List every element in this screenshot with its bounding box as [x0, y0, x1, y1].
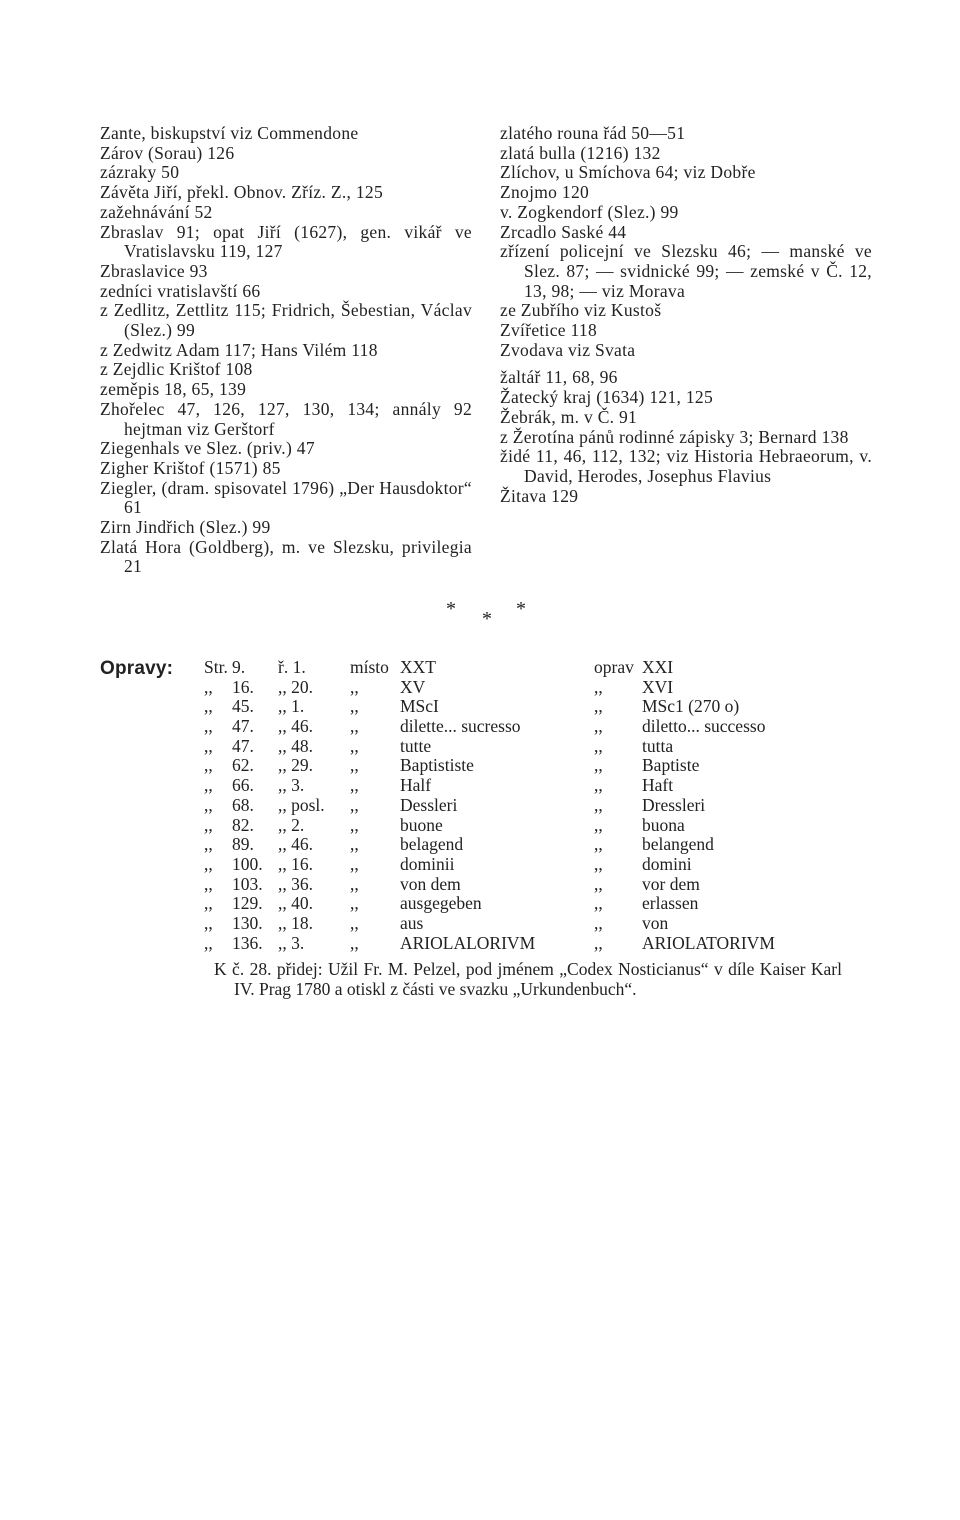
index-entry: Zárov (Sorau) 126: [100, 142, 235, 163]
index-entry: zlatého rouna řád 50—51: [500, 123, 686, 143]
errata-wrong: ARIOLALORIVM: [400, 932, 536, 953]
errata-misto: ,,: [350, 794, 359, 815]
errata-misto: místo: [350, 657, 389, 677]
index-entry: Žatecký kraj (1634) 121, 125: [500, 387, 713, 408]
errata-oprav: ,,: [594, 775, 603, 796]
index-entry: zedníci vratislavští 66: [100, 280, 261, 301]
separator-star: *: [516, 598, 526, 620]
errata-wrong: belagend: [400, 834, 464, 855]
errata-misto: ,,: [350, 735, 359, 756]
index-entry: zeměpis 18, 65, 139: [100, 379, 247, 400]
index-entry: ze Zubřího viz Kustoš: [500, 300, 662, 321]
index-entry: zázraky 50: [100, 162, 180, 183]
index-column-left: [100, 124, 472, 577]
index-entry: Zbraslavice 93: [100, 260, 208, 281]
errata-oprav: ,,: [594, 893, 603, 914]
errata-correct: vor dem: [642, 873, 700, 894]
errata-page: 89.: [232, 834, 254, 855]
errata-wrong: tutte: [400, 735, 432, 756]
index-column-right: [500, 124, 872, 506]
index-entry: žaltář 11, 68, 96: [500, 367, 618, 388]
index-entry: Zigher Krištof (1571) 85: [100, 457, 281, 478]
index-entry: zlatá bulla (1216) 132: [500, 142, 661, 163]
errata-line: ,, 20.: [278, 676, 313, 697]
index-entry: Zhořelec 47, 126, 127, 130, 134; annály 92 hejtman viz Gerštorf: [100, 398, 472, 439]
errata-str: ,,: [204, 735, 213, 756]
errata-note: K č. 28. přidej: Užil Fr. M. Pelzel, pod jménem „Codex Nosticianus“ v díle Kaiser Karl IV. Prag 1780 a otiskl z části ve svazku „Urkundenbuch“.: [214, 959, 842, 999]
errata-misto: ,,: [350, 755, 359, 776]
errata-wrong: MScI: [400, 696, 439, 717]
errata-page: 47.: [232, 735, 254, 756]
errata-line: ř. 1.: [278, 657, 306, 677]
errata-str: ,,: [204, 794, 213, 815]
errata-oprav: ,,: [594, 873, 603, 894]
index-entry: Žitava 129: [500, 485, 579, 506]
errata-str: Str.: [204, 657, 228, 677]
errata-line: ,, 40.: [278, 893, 313, 914]
errata-page: 100.: [232, 853, 263, 874]
errata-str: ,,: [204, 716, 213, 737]
index-entry: Zrcadlo Saské 44: [500, 221, 627, 242]
errata-wrong: XXT: [400, 657, 436, 677]
errata-misto: ,,: [350, 716, 359, 737]
errata-str: ,,: [204, 834, 213, 855]
index-entry: Zvířetice 118: [500, 320, 598, 341]
errata-str: ,,: [204, 893, 213, 914]
errata-wrong: buone: [400, 814, 443, 835]
separator-star: *: [482, 608, 492, 630]
errata-misto: ,,: [350, 775, 359, 796]
errata-misto: ,,: [350, 912, 359, 933]
errata-correct: XVI: [642, 676, 674, 697]
errata-page: 66.: [232, 775, 254, 796]
index-entry: z Zejdlic Krištof 108: [100, 359, 253, 380]
index-entry: Ziegenhals ve Slez. (priv.) 47: [100, 438, 315, 459]
errata-wrong: ausgegeben: [400, 893, 482, 914]
errata-wrong: aus: [400, 912, 424, 933]
errata-oprav: ,,: [594, 755, 603, 776]
errata-line: ,, 1.: [278, 696, 305, 717]
errata-line: ,, 16.: [278, 853, 313, 874]
index-entry: Zbraslav 91; opat Jiří (1627), gen. vikář ve Vratislavsku 119, 127: [100, 221, 472, 262]
errata-correct: MSc1 (270 o): [642, 696, 740, 717]
errata-correct: tutta: [642, 735, 674, 756]
errata-page: 45.: [232, 696, 254, 717]
errata-line: ,, 3.: [278, 775, 305, 796]
errata-correct: von: [642, 912, 669, 933]
index-entry: Zirn Jindřich (Slez.) 99: [100, 517, 271, 538]
errata-page: 16.: [232, 676, 254, 697]
errata-page: 62.: [232, 755, 254, 776]
index-entry: Znojmo 120: [500, 182, 590, 203]
errata-misto: ,,: [350, 853, 359, 874]
errata-correct: belangend: [642, 834, 714, 855]
errata-misto: ,,: [350, 932, 359, 953]
index-entry: Závěta Jiří, překl. Obnov. Zříz. Z., 125: [100, 182, 384, 203]
section-separator: [440, 598, 540, 628]
errata-oprav: ,,: [594, 794, 603, 815]
errata-oprav: ,,: [594, 853, 603, 874]
errata-line: ,, 48.: [278, 735, 313, 756]
errata-oprav: ,,: [594, 814, 603, 835]
errata-line: ,, 18.: [278, 912, 313, 933]
errata-str: ,,: [204, 676, 213, 697]
errata-wrong: Dessleri: [400, 794, 458, 815]
errata-str: ,,: [204, 755, 213, 776]
errata-page: 136.: [232, 932, 263, 953]
errata-wrong: XV: [400, 676, 426, 697]
index-entry: Zlíchov, u Smíchova 64; viz Dobře: [500, 162, 756, 183]
errata-oprav: ,,: [594, 932, 603, 953]
errata-line: ,, posl.: [278, 794, 325, 815]
errata-page: 103.: [232, 873, 263, 894]
errata-correct: buona: [642, 814, 685, 835]
errata-page: 9.: [232, 657, 246, 677]
index-entry: židé 11, 46, 112, 132; viz Historia Hebraeorum, v. David, Herodes, Josephus Flavius: [500, 446, 872, 486]
errata-str: ,,: [204, 873, 213, 894]
index-entry: v. Zogkendorf (Slez.) 99: [500, 201, 679, 222]
errata-line: ,, 36.: [278, 873, 313, 894]
errata-wrong: Baptististe: [400, 755, 474, 776]
errata-correct: XXI: [642, 657, 674, 677]
errata-misto: ,,: [350, 834, 359, 855]
errata-misto: ,,: [350, 676, 359, 697]
errata-wrong: dominii: [400, 853, 455, 874]
errata-line: ,, 3.: [278, 932, 305, 953]
errata-misto: ,,: [350, 696, 359, 717]
errata-str: ,,: [204, 932, 213, 953]
errata-str: ,,: [204, 853, 213, 874]
errata-page: 129.: [232, 893, 263, 914]
errata-oprav: ,,: [594, 716, 603, 737]
errata-correct: Dressleri: [642, 794, 706, 815]
index-entry: zažehnávání 52: [100, 201, 213, 222]
errata-misto: ,,: [350, 873, 359, 894]
errata-heading: Opravy:: [100, 658, 174, 679]
index-entry: Žebrák, m. v Č. 91: [500, 406, 638, 427]
errata-page: 68.: [232, 794, 254, 815]
errata-str: ,,: [204, 912, 213, 933]
index-entry: zřízení policejní ve Slezsku 46; — manské ve Slez. 87; — svidnické 99; — zemské v Č. 12, 13, 98; — viz Morava: [500, 241, 872, 301]
errata-oprav: ,,: [594, 696, 603, 717]
errata-str: ,,: [204, 775, 213, 796]
errata-line: ,, 2.: [278, 814, 305, 835]
errata-oprav: oprav: [594, 657, 634, 677]
errata-wrong: Half: [400, 775, 432, 796]
index-entry: Zante, biskupství viz Commendone: [100, 123, 359, 143]
errata-oprav: ,,: [594, 912, 603, 933]
errata-page: 130.: [232, 912, 263, 933]
errata-correct: Baptiste: [642, 755, 700, 776]
errata-line: ,, 46.: [278, 716, 313, 737]
errata-wrong: dilette... sucresso: [400, 716, 521, 737]
errata-oprav: ,,: [594, 834, 603, 855]
errata-str: ,,: [204, 696, 213, 717]
errata-correct: Haft: [642, 775, 674, 796]
index-entry: Zlatá Hora (Goldberg), m. ve Slezsku, privilegia 21: [100, 536, 472, 577]
errata-correct: diletto... successo: [642, 716, 766, 737]
separator-star: *: [446, 598, 456, 620]
errata-correct: erlassen: [642, 893, 699, 914]
errata-page: 47.: [232, 716, 254, 737]
errata-correct: ARIOLATORIVM: [642, 932, 775, 953]
index-entry: z Žerotína pánů rodinné zápisky 3; Bernard 138: [500, 426, 849, 447]
errata-misto: ,,: [350, 893, 359, 914]
errata-str: ,,: [204, 814, 213, 835]
errata-correct: domini: [642, 853, 692, 874]
errata-page: 82.: [232, 814, 254, 835]
index-entry: Zvodava viz Svata: [500, 339, 636, 360]
errata-misto: ,,: [350, 814, 359, 835]
index-entry: Ziegler, (dram. spisovatel 1796) „Der Hausdoktor“ 61: [100, 477, 472, 518]
errata-oprav: ,,: [594, 735, 603, 756]
errata-line: ,, 29.: [278, 755, 313, 776]
errata-oprav: ,,: [594, 676, 603, 697]
errata-wrong: von dem: [400, 873, 461, 894]
index-entry: z Zedwitz Adam 117; Hans Vilém 118: [100, 339, 378, 360]
index-entry: z Zedlitz, Zettlitz 115; Fridrich, Šebestian, Václav (Slez.) 99: [100, 300, 472, 341]
errata-line: ,, 46.: [278, 834, 313, 855]
